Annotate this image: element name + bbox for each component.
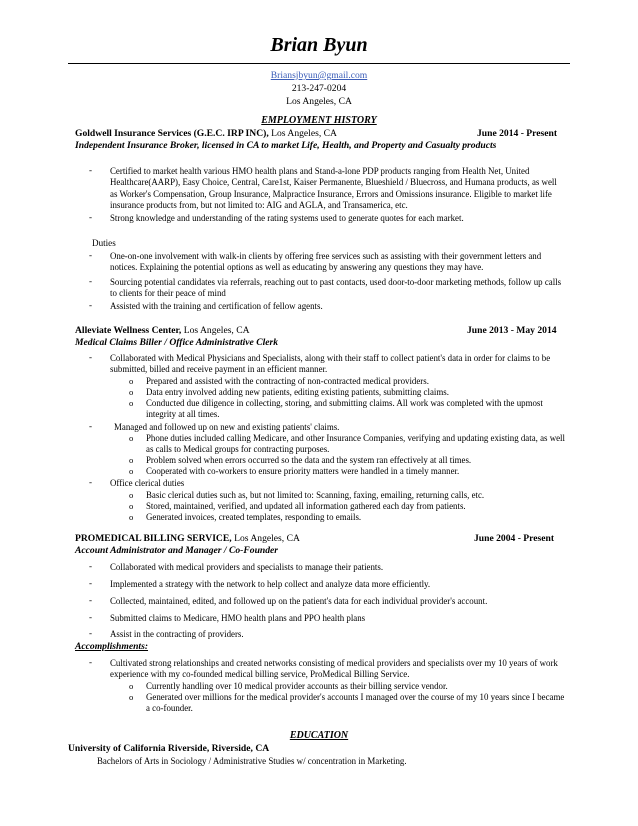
job3-bullet-2: Implemented a strategy with the network to help collect and analyze data more efficiently. xyxy=(110,579,431,589)
job1-dates: June 2014 - Present xyxy=(477,128,558,139)
job1-company-name: Goldwell Insurance Services (G.E.C. IRP INC), xyxy=(75,128,269,139)
job2-group2-sub1: Phone duties included calling Medicare, and other Insurance Companies, verifying and updating existing data, as well as calls to Medical groups for contracting purposes. xyxy=(146,433,565,455)
education-heading: EDUCATION xyxy=(289,730,349,741)
sub-bullet-o: o xyxy=(129,466,134,476)
job1-location: Los Angeles, CA xyxy=(271,128,337,139)
sub-bullet-o: o xyxy=(129,398,134,408)
sub-bullet-o: o xyxy=(129,433,134,443)
job2-company xyxy=(75,325,250,336)
bullet-dash: - xyxy=(89,276,93,286)
accomplishment-text: Cultivated strong relationships and created networks consisting of medical providers and specialists over my 10 years of work experience with my co-founded medical billing service, ProMedical Billing Service. xyxy=(110,658,558,680)
job3-location: Los Angeles, CA xyxy=(234,533,300,544)
job3-bullet-1: Collaborated with medical providers and specialists to manage their patients. xyxy=(110,562,384,572)
job2-group2-sub2: Problem solved when errors occurred so the data and the system ran effectively at all times. xyxy=(146,455,472,465)
bullet-dash: - xyxy=(89,250,93,260)
job2-group3-sub3: Generated invoices, created templates, responding to emails. xyxy=(146,512,362,522)
bullet-dash: - xyxy=(89,212,93,222)
job2-group3-sub2: Stored, maintained, verified, and updated all information gathered each day from patients. xyxy=(146,501,466,511)
job2-role: Medical Claims Biller / Office Administrative Clerk xyxy=(75,337,279,348)
job1-bullet-1: Certified to market health various HMO health plans and Stand-a-lone PDP products ranging from Health Net, United Healthcare(AARP), Easy Choice, Central, Care1st, Kaiser Permanente, Blueshield / Bluecross, and Humana products, as well as Worker's Compensation, Group Insurance, Malpractice Insurance, Errors and Omissions insurance. Eligible to market life insurance products from, but not limited to: AIG and AGLA, and Transamerica, etc. xyxy=(110,166,557,210)
job1-role: Independent Insurance Broker, licensed in CA to market Life, Health, and Property and Casualty products xyxy=(75,140,497,151)
job2-group3-sub1: Basic clerical duties such as, but not limited to: Scanning, faxing, emailing, returning calls, etc. xyxy=(146,490,485,500)
bullet-dash: - xyxy=(89,595,93,605)
job1-duties-label: Duties xyxy=(92,238,116,248)
bullet-dash: - xyxy=(89,657,93,667)
job2-location: Los Angeles, CA xyxy=(183,325,250,336)
job1-duty-3: Assisted with the training and certification of fellow agents. xyxy=(110,301,323,311)
bullet-dash: - xyxy=(89,352,93,362)
job3-bullet-4: Submitted claims to Medicare, HMO health plans and PPO health plans xyxy=(110,613,366,623)
job2-group1-sub1: Prepared and assisted with the contracting of non-contracted medical providers. xyxy=(146,376,429,386)
sub-bullet-o: o xyxy=(129,455,134,465)
job2-company-name: Alleviate Wellness Center, xyxy=(75,325,182,336)
job2-group3-text: Office clerical duties xyxy=(110,478,185,488)
bullet-dash: - xyxy=(89,421,93,431)
job3-role: Account Administrator and Manager / Co-Founder xyxy=(75,545,279,556)
bullet-dash: - xyxy=(89,165,93,175)
sub-bullet-o: o xyxy=(129,376,134,386)
header-divider xyxy=(68,63,570,64)
accomplishments-label: Accomplishments: xyxy=(75,641,149,652)
bullet-dash: - xyxy=(89,628,93,638)
job2-group1-sub3: Conducted due diligence in collecting, storing, and submitting claims. All work was completed with the upmost integrity at all times. xyxy=(146,398,543,420)
accomplishment-sub1: Currently handling over 10 medical provider accounts as their billing service vendor. xyxy=(146,681,448,691)
job2-group2-sub3: Cooperated with co-workers to ensure priority matters were handled in a timely manner. xyxy=(146,466,460,476)
sub-bullet-o: o xyxy=(129,681,134,691)
sub-bullet-o: o xyxy=(129,512,134,522)
job3-bullet-3: Collected, maintained, edited, and followed up on the patient's data for each individual provider's account. xyxy=(110,596,488,606)
candidate-name: Brian Byun xyxy=(270,34,368,56)
job1-duty-2: Sourcing potential candidates via referrals, reaching out to past contacts, used door-to-door marketing methods, follow up calls to clients for their peace of mind xyxy=(110,277,562,299)
job3-dates: June 2004 - Present xyxy=(474,533,555,544)
bullet-dash: - xyxy=(89,578,93,588)
job2-group1-text: Collaborated with Medical Physicians and Specialists, along with their staff to collect patient's data in order for claims to be submitted, billed and receive payment in an efficient manner. xyxy=(110,353,551,375)
job3-bullet-5: Assist in the contracting of providers. xyxy=(110,629,244,639)
job3-company xyxy=(75,533,300,544)
bullet-dash: - xyxy=(89,561,93,571)
accomplishment-sub2: Generated over millions for the medical provider's accounts I managed over the course of my 10 years since I became a co-founder. xyxy=(146,692,565,714)
degree: Bachelors of Arts in Sociology / Administrative Studies w/ concentration in Marketing. xyxy=(97,756,407,766)
sub-bullet-o: o xyxy=(129,387,134,397)
university-name: University of California Riverside, Riverside, CA xyxy=(68,743,270,754)
job2-group2-text: Managed and followed up on new and existing patients' claims. xyxy=(114,422,340,432)
employment-heading: EMPLOYMENT HISTORY xyxy=(261,115,377,126)
phone-number: 213-247-0204 xyxy=(291,83,347,94)
job2-dates: June 2013 - May 2014 xyxy=(467,325,557,336)
email-link[interactable]: Briansjbyun@gmail.com xyxy=(270,70,368,81)
job3-company-name: PROMEDICAL BILLING SERVICE, xyxy=(75,533,232,544)
sub-bullet-o: o xyxy=(129,692,134,702)
bullet-dash: - xyxy=(89,300,93,310)
sub-bullet-o: o xyxy=(129,501,134,511)
bullet-dash: - xyxy=(89,477,93,487)
job1-duty-1: One-on-one involvement with walk-in clients by offering free services such as assisting with their government letters and notices. Explaining the potential options as well as educating by answering any questions they may have. xyxy=(110,251,542,273)
job2-group1-sub2: Data entry involved adding new patients, editing existing patients, submitting claims. xyxy=(146,387,449,397)
city: Los Angeles, CA xyxy=(286,96,352,107)
job1-company xyxy=(75,128,337,139)
job1-bullet-2: Strong knowledge and understanding of the rating systems used to generate quotes for each market. xyxy=(110,213,464,223)
bullet-dash: - xyxy=(89,612,93,622)
sub-bullet-o: o xyxy=(129,490,134,500)
